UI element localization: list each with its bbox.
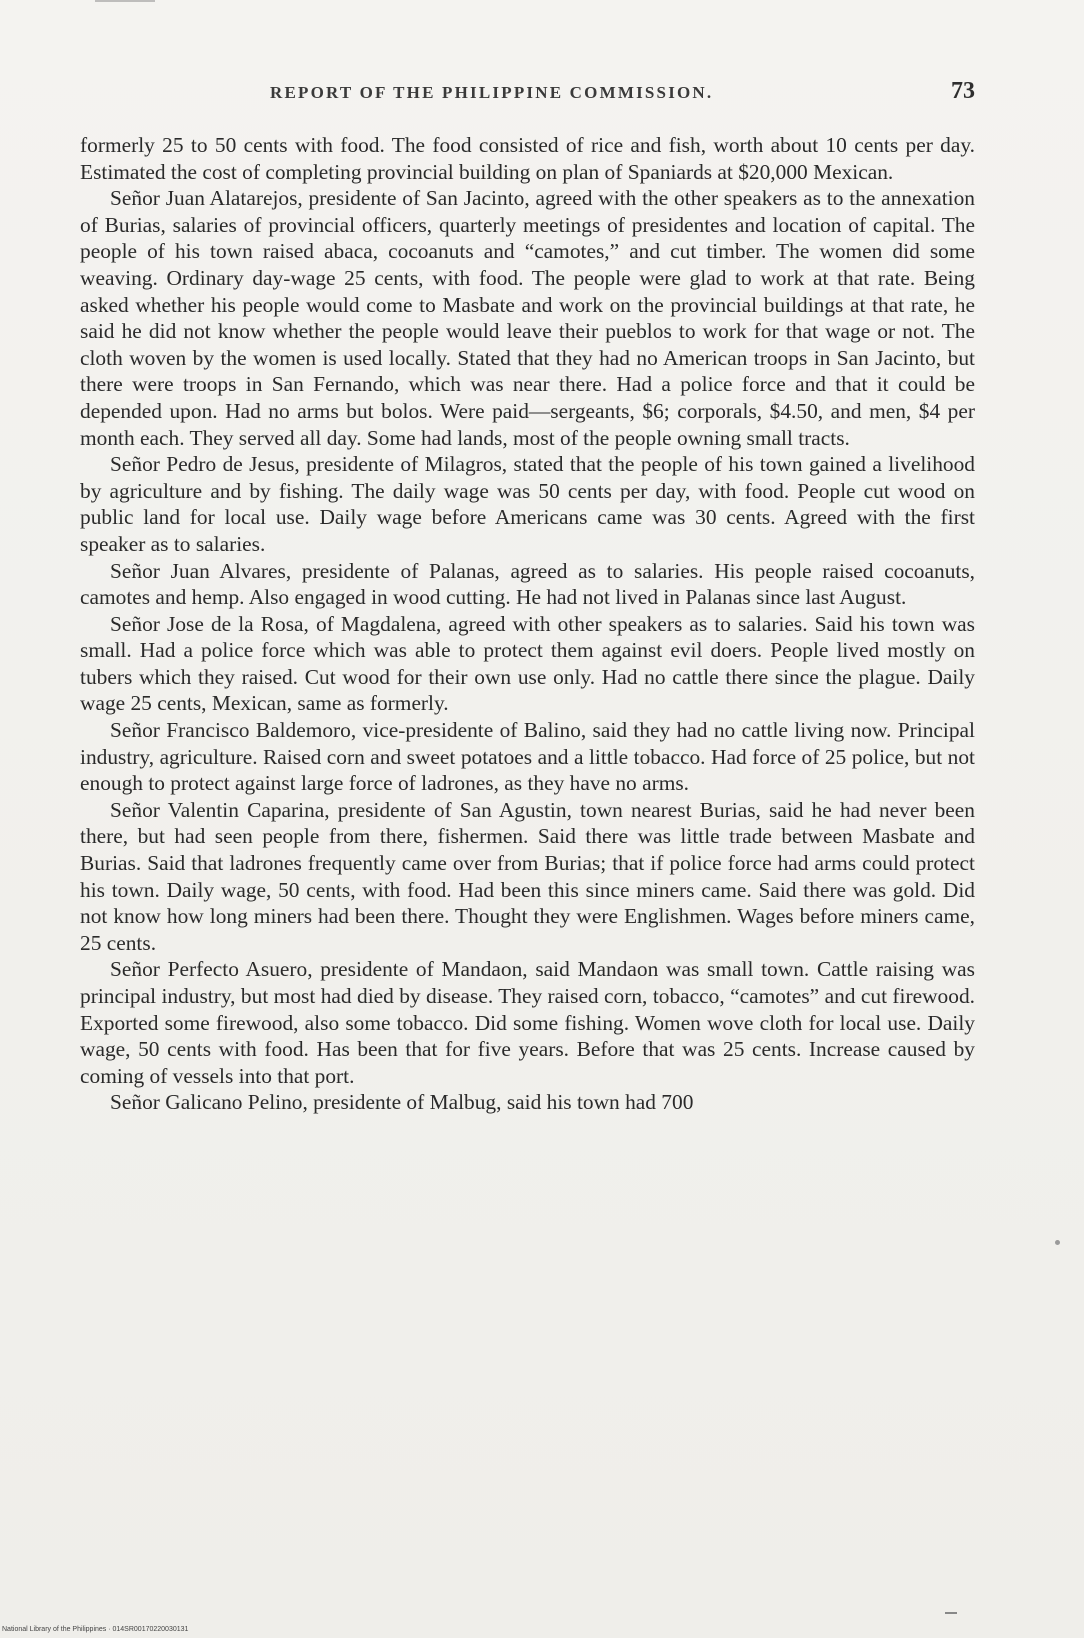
paragraph: Señor Juan Alatarejos, presidente of San Jacinto, agreed with the other speakers as to the annexation of Burias, salaries of provincial officers, quarterly meetings of presidentes and location of capital. The people of his town raised abaca, cocoanuts and “camotes,” and cut timber. The women did some weaving. Ordinary day-wage 25 cents, with food. The people were glad to work at that rate. Being asked whether his people would come to Masbate and work on the provincial buildings at that rate, he said he did not know whether the people would leave their pueblos to work for that wage or not. The cloth woven by the women is used locally. Stated that they had no American troops in San Jacinto, but there were troops in San Fernando, which was near there. Had a police force and that it could be depended upon. Had no arms but bolos. Were paid—sergeants, $6; corporals, $4.50, and men, $4 per month each. They served all day. Some had lands, most of the people owning small tracts. <box>80 186 975 450</box>
scan-dash <box>945 1612 957 1614</box>
page-header <box>230 78 975 108</box>
page-number: 73 <box>951 78 975 104</box>
paragraph: Señor Valentin Caparina, presidente of San Agustin, town nearest Burias, said he had never been there, but had seen people from there, fishermen. Said there was little trade between Masbate and Burias. Said that ladrones frequently came over from Burias; that if police force had arms could protect his town. Daily wage, 50 cents, with food. Had been this since miners came. Said there was gold. Did not know how long miners had been there. Thought they were Englishmen. Wages before miners came, 25 cents. <box>80 797 975 955</box>
paragraph: Señor Perfecto Asuero, presidente of Mandaon, said Mandaon was small town. Cattle raising was principal industry, but most had died by disease. They raised corn, tobacco, “camotes” and cut firewood. Exported some firewood, also some tobacco. Did some fishing. Women wove cloth for local use. Daily wage, 50 cents with food. Has been that for five years. Before that was 25 cents. Increase caused by coming of vessels into that port. <box>80 957 975 1088</box>
source-footer: National Library of the Philippines · 014SR00170220030131 <box>2 1626 189 1633</box>
scan-mark <box>95 0 155 2</box>
paragraph: Señor Francisco Baldemoro, vice-presidente of Balino, said they had no cattle living now. Principal industry, agriculture. Raised corn and sweet potatoes and a little tobacco. Had force of 25 police, but not enough to protect against large force of ladrones, as they have no arms. <box>80 718 975 796</box>
body-text <box>80 132 975 1116</box>
paragraph: Señor Galicano Pelino, presidente of Malbug, said his town had 700 <box>110 1090 694 1115</box>
paragraph: Señor Pedro de Jesus, presidente of Milagros, stated that the people of his town gained a livelihood by agriculture and by fishing. The daily wage was 50 cents per day, with food. People cut wood on public land for local use. Daily wage before Americans came was 30 cents. Agreed with the first speaker as to salaries. <box>80 452 975 556</box>
paragraph: Señor Jose de la Rosa, of Magdalena, agreed with other speakers as to salaries. Said his town was small. Had a police force which was able to protect them against evil doers. People lived mostly on tubers which they raised. Cut wood for their own use only. Had no cattle there since the plague. Daily wage 25 cents, Mexican, same as formerly. <box>80 611 975 716</box>
paragraph: Señor Juan Alvares, presidente of Palanas, agreed as to salaries. His people raised cocoanuts, camotes and hemp. Also engaged in wood cutting. He had not lived in Palanas since last August. <box>80 558 975 610</box>
running-head: REPORT OF THE PHILIPPINE COMMISSION. <box>270 83 714 102</box>
scan-speck <box>1055 1240 1060 1245</box>
paragraph: formerly 25 to 50 cents with food. The food consisted of rice and fish, worth about 10 cents per day. Estimated the cost of completing provincial building on plan of Spaniards at $20,000 Mexican. <box>80 133 975 184</box>
